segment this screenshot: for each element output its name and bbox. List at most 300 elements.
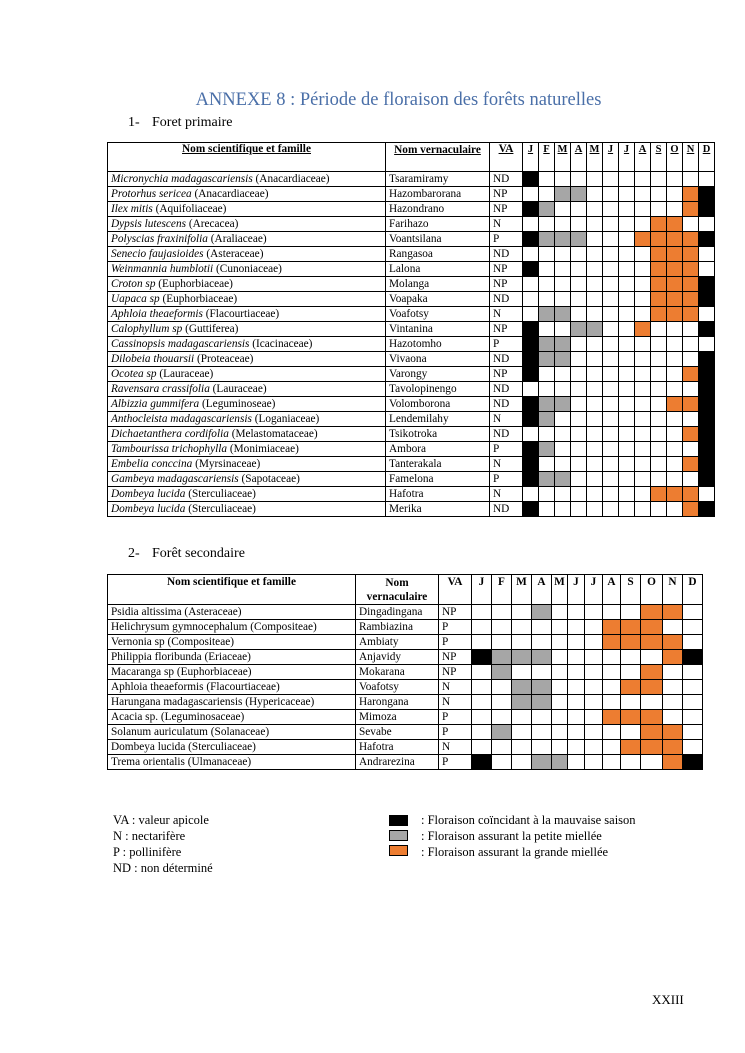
month-cell [532,710,552,725]
month-cell [585,650,603,665]
month-cell [472,680,492,695]
month-cell [555,322,571,337]
legend-swatch-orange [389,845,408,856]
family-name: (Euphorbiaceae) [162,292,238,305]
month-cell [492,725,512,740]
scientific-name: Uapaca sp [111,292,160,305]
table-row [108,187,715,202]
va-cell: N [490,412,523,427]
month-cell [667,337,683,352]
month-cell [585,665,603,680]
month-cell [619,277,635,292]
month-cell [651,277,667,292]
month-cell [651,202,667,217]
month-cell [555,172,571,187]
month-cell [699,172,715,187]
vernacular-cell: Hazombarorana [386,187,490,202]
month-cell [587,217,603,232]
month-cell [667,307,683,322]
month-cell [699,337,715,352]
month-cell [523,172,539,187]
vernacular-cell: Ambiaty [356,635,439,650]
month-cell [699,412,715,427]
month-cell [512,680,532,695]
species-cell [108,367,386,382]
month-cell [619,337,635,352]
month-cell [539,457,555,472]
month-cell [683,755,703,770]
month-cell [555,187,571,202]
month-cell [539,217,555,232]
species-cell [108,487,386,502]
month-cell [641,665,663,680]
month-cell [641,680,663,695]
month-cell [683,382,699,397]
scientific-name: Croton sp [111,277,156,290]
month-cell [539,397,555,412]
month-cell [532,680,552,695]
month-cell [571,412,587,427]
month-cell [683,322,699,337]
species-cell [108,382,386,397]
month-cell [683,680,703,695]
month-cell [603,262,619,277]
month-cell [571,457,587,472]
month-cell [492,650,512,665]
table-row [108,262,715,277]
month-cell [619,352,635,367]
month-cell [603,605,621,620]
header-month: O [641,575,663,605]
month-cell [683,635,703,650]
species-cell: Dombeya lucida (Sterculiaceae) [108,740,356,755]
month-cell [552,620,568,635]
vernacular-cell: Mokarana [356,665,439,680]
month-cell [585,755,603,770]
month-cell [568,680,585,695]
month-cell [587,307,603,322]
month-cell [667,397,683,412]
secondary-forest-table [107,574,703,770]
scientific-name: Dombeya lucida [111,487,186,500]
section2-number: 2- [128,546,140,561]
month-cell [555,367,571,382]
table-row [108,322,715,337]
vernacular-cell: Dingadingana [356,605,439,620]
month-cell [603,695,621,710]
month-cell [523,232,539,247]
month-cell [587,172,603,187]
vernacular-cell: Rambiazina [356,620,439,635]
vernacular-cell: Sevabe [356,725,439,740]
month-cell [539,187,555,202]
month-cell [683,202,699,217]
species-cell: Helichrysum gymnocephalum (Compositeae) [108,620,356,635]
month-cell [619,367,635,382]
header-month: M [552,575,568,605]
month-cell [587,457,603,472]
family-name: (Myrsinaceae) [195,457,261,470]
species-cell [108,247,386,262]
month-cell [663,665,683,680]
month-cell [523,367,539,382]
month-cell [683,262,699,277]
vernacular-cell: Voafotsy [356,680,439,695]
month-cell [555,277,571,292]
month-cell [532,740,552,755]
month-cell [683,412,699,427]
vernacular-cell: Famelona [386,472,490,487]
month-cell [683,397,699,412]
month-cell [512,725,532,740]
vernacular-cell: Tavolopinengo [386,382,490,397]
table-row [108,202,715,217]
month-cell [552,755,568,770]
month-cell [635,367,651,382]
month-cell [683,337,699,352]
va-cell: N [490,487,523,502]
family-name: (Sterculiaceae) [188,487,256,500]
month-cell [568,635,585,650]
month-cell [663,695,683,710]
table-row [108,367,715,382]
month-cell [532,695,552,710]
table-row [108,412,715,427]
month-cell [603,367,619,382]
family-name: (Lauraceae) [212,382,267,395]
month-cell [699,322,715,337]
vernacular-cell: Mimoza [356,710,439,725]
month-cell [568,740,585,755]
month-cell [683,172,699,187]
legend-abbrev-item: ND : non déterminé [113,861,213,875]
month-cell [472,725,492,740]
month-cell [585,680,603,695]
table-row [108,620,703,635]
month-cell [568,725,585,740]
month-cell [532,755,552,770]
family-name: (Asteraceae) [206,247,264,260]
va-cell: ND [490,247,523,262]
table-row [108,397,715,412]
month-cell [641,650,663,665]
month-cell [667,457,683,472]
month-cell [619,472,635,487]
family-name: (Proteaceae) [197,352,254,365]
month-cell [603,665,621,680]
section1-number: 1- [128,115,140,130]
month-cell [571,307,587,322]
month-cell [492,695,512,710]
scientific-name: Ilex mitis [111,202,153,215]
species-cell [108,262,386,277]
month-cell [587,442,603,457]
scientific-name: Ravensara crassifolia [111,382,210,395]
legend-color-label: : Floraison coïncidant à la mauvaise saison [421,813,636,827]
month-cell [523,247,539,262]
month-cell [683,442,699,457]
month-cell [603,650,621,665]
month-cell [651,367,667,382]
month-cell [523,382,539,397]
header-month: J [619,143,635,172]
vernacular-cell: Anjavidy [356,650,439,665]
month-cell [587,487,603,502]
month-cell [651,247,667,262]
va-cell: ND [490,427,523,442]
va-cell: ND [490,382,523,397]
month-cell [619,322,635,337]
month-cell [635,457,651,472]
month-cell [539,262,555,277]
month-cell [619,307,635,322]
species-cell [108,442,386,457]
month-cell [663,620,683,635]
table-row [108,232,715,247]
month-cell [492,665,512,680]
va-cell: N [439,680,472,695]
month-cell [555,442,571,457]
month-cell [683,292,699,307]
header-month: J [585,575,603,605]
month-cell [532,635,552,650]
month-cell [587,412,603,427]
scientific-name: Cassinopsis madagascariensis [111,337,250,350]
month-cell [552,695,568,710]
table-row [108,442,715,457]
month-cell [621,695,641,710]
legend-colors [421,812,636,860]
table-row [108,725,703,740]
legend-abbrev-item: VA : valeur apicole [113,813,209,827]
month-cell [699,292,715,307]
month-cell [532,605,552,620]
month-cell [651,322,667,337]
month-cell [641,740,663,755]
va-cell: NP [490,187,523,202]
month-cell [603,472,619,487]
page-number: XXIII [652,992,684,1007]
month-cell [523,427,539,442]
month-cell [683,457,699,472]
header-month: M [512,575,532,605]
month-cell [651,187,667,202]
month-cell [699,397,715,412]
month-cell [555,262,571,277]
vernacular-cell: Lendemilahy [386,412,490,427]
month-cell [651,337,667,352]
month-cell [571,247,587,262]
family-name: (Sterculiaceae) [188,502,256,515]
month-cell [523,277,539,292]
section1-heading [128,115,232,131]
month-cell [472,710,492,725]
month-cell [619,247,635,262]
month-cell [651,217,667,232]
month-cell [603,412,619,427]
month-cell [512,620,532,635]
month-cell [587,292,603,307]
month-cell [619,217,635,232]
header-name: Nom scientifique et famille [108,143,386,172]
month-cell [523,457,539,472]
header-month: O [667,143,683,172]
table-row [108,755,703,770]
species-cell: Acacia sp. (Leguminosaceae) [108,710,356,725]
section2-heading [128,546,245,562]
scientific-name: Micronychia madagascariensis [111,172,253,185]
month-cell [587,472,603,487]
month-cell [621,725,641,740]
month-cell [699,487,715,502]
month-cell [619,202,635,217]
table-row [108,217,715,232]
vernacular-cell: Hafotra [356,740,439,755]
vernacular-cell: Hazotomho [386,337,490,352]
header-month: D [683,575,703,605]
month-cell [523,292,539,307]
month-cell [667,247,683,262]
month-cell [651,472,667,487]
header-month: J [568,575,585,605]
legend-abbrev-item: N : nectarifère [113,829,186,843]
vernacular-cell: Ambora [386,442,490,457]
month-cell [621,605,641,620]
month-cell [635,442,651,457]
month-cell [641,755,663,770]
month-cell [663,650,683,665]
month-cell [587,427,603,442]
va-cell: NP [490,202,523,217]
month-cell [635,322,651,337]
va-cell: ND [490,397,523,412]
va-cell: NP [490,322,523,337]
month-cell [472,605,492,620]
species-cell: Macaranga sp (Euphorbiaceae) [108,665,356,680]
header-vernacular: Nom vernaculaire [356,575,439,605]
month-cell [699,472,715,487]
month-cell [587,322,603,337]
header-month: A [532,575,552,605]
family-name: (Leguminoseae) [202,397,276,410]
table-row [108,680,703,695]
section2-title: Forêt secondaire [152,546,245,561]
month-cell [539,427,555,442]
month-cell [571,262,587,277]
family-name: (Flacourtiaceae) [205,307,280,320]
vernacular-cell: Varongy [386,367,490,382]
primary-forest-table [107,142,715,517]
page-title: ANNEXE 8 : Période de floraison des forêts naturelles [195,90,602,110]
month-cell [683,665,703,680]
month-cell [523,502,539,517]
month-cell [555,202,571,217]
month-cell [683,740,703,755]
month-cell [555,457,571,472]
month-cell [512,695,532,710]
month-cell [571,172,587,187]
month-cell [603,337,619,352]
month-cell [571,487,587,502]
month-cell [492,620,512,635]
table-row [108,172,715,187]
month-cell [552,740,568,755]
legend-abbrev-item: P : pollinifère [113,845,182,859]
table-row [108,382,715,397]
month-cell [699,442,715,457]
month-cell [603,635,621,650]
month-cell [699,277,715,292]
month-cell [699,307,715,322]
month-cell [568,650,585,665]
month-cell [585,710,603,725]
scientific-name: Dypsis lutescens [111,217,186,230]
month-cell [523,202,539,217]
month-cell [571,352,587,367]
header-vernacular: Nom vernaculaire [386,143,490,172]
month-cell [651,412,667,427]
va-cell: N [490,307,523,322]
header-name: Nom scientifique et famille [108,575,356,605]
month-cell [571,382,587,397]
month-cell [571,337,587,352]
month-cell [663,755,683,770]
month-cell [523,322,539,337]
month-cell [585,635,603,650]
month-cell [603,457,619,472]
scientific-name: Aphloia theaeformis [111,307,203,320]
month-cell [663,635,683,650]
month-cell [587,397,603,412]
table-row [108,292,715,307]
species-cell [108,292,386,307]
month-cell [667,487,683,502]
header-month: N [663,575,683,605]
month-cell [585,695,603,710]
month-cell [603,755,621,770]
month-cell [492,755,512,770]
month-cell [532,650,552,665]
month-cell [539,292,555,307]
month-cell [683,187,699,202]
month-cell [603,487,619,502]
table-row [108,665,703,680]
secondary-header-row [108,575,703,605]
month-cell [571,427,587,442]
month-cell [619,502,635,517]
legend-abbreviations [113,812,213,876]
species-cell [108,307,386,322]
vernacular-cell: Rangasoa [386,247,490,262]
month-cell [651,232,667,247]
header-month: S [621,575,641,605]
month-cell [587,277,603,292]
month-cell [683,725,703,740]
month-cell [603,217,619,232]
table-row [108,695,703,710]
month-cell [568,755,585,770]
family-name: (Cunoniaceae) [216,262,282,275]
month-cell [472,650,492,665]
month-cell [667,187,683,202]
month-cell [603,740,621,755]
month-cell [512,605,532,620]
month-cell [621,710,641,725]
species-cell: Harungana madagascariensis (Hypericaceae) [108,695,356,710]
month-cell [651,442,667,457]
month-cell [555,487,571,502]
month-cell [683,352,699,367]
